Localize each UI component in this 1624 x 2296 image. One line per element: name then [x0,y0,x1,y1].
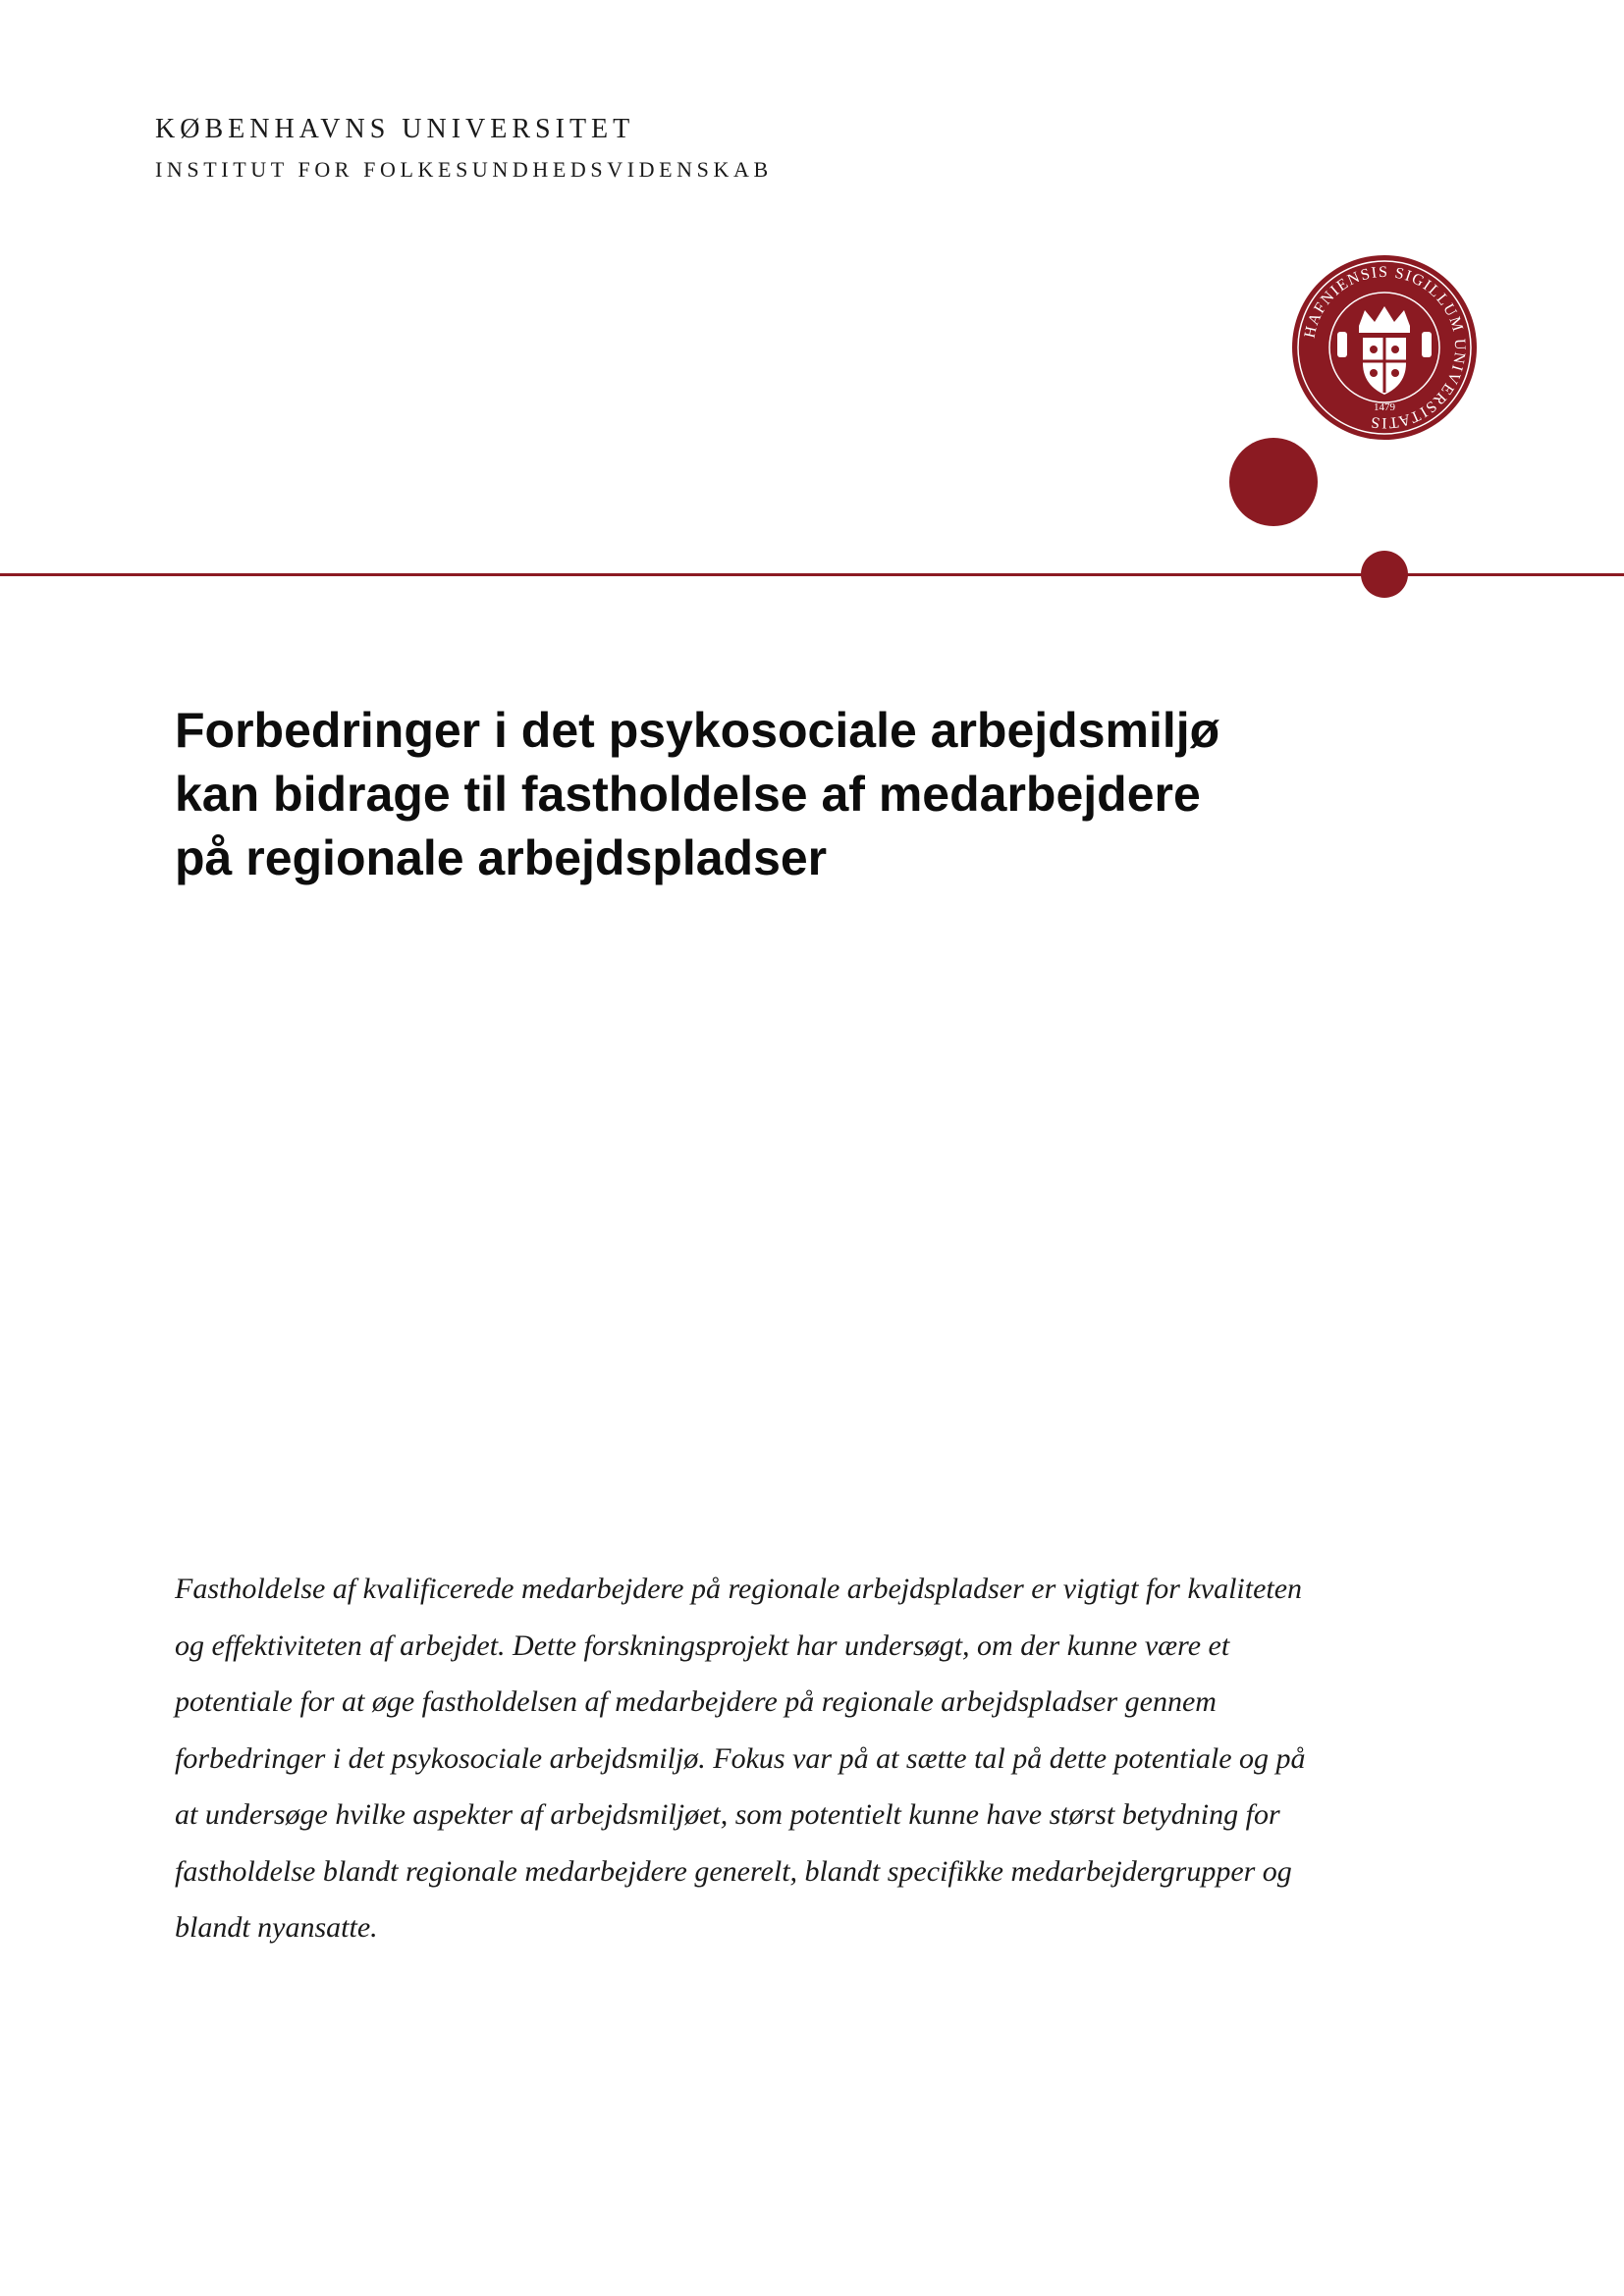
university-name: KØBENHAVNS UNIVERSITET [155,114,635,144]
decorative-dot-small [1361,551,1408,598]
abstract-line: at undersøge hvilke aspekter af arbejdsmiljøet, som potentielt kunne have størst betydning for [175,1798,1280,1831]
abstract-line: forbedringer i det psykosociale arbejdsmiljø. Fokus var på at sætte tal på dette potentiale og på [175,1741,1306,1775]
title-line: Forbedringer i det psykosociale arbejdsmiljø [175,703,1220,758]
abstract-line: blandt nyansatte. [175,1911,378,1944]
abstract-line: potentiale for at øge fastholdelsen af medarbejdere på regionale arbejdspladser gennem [175,1685,1217,1718]
institute-name: INSTITUT FOR FOLKESUNDHEDSVIDENSKAB [155,157,773,182]
title-line: på regionale arbejdspladser [175,830,828,885]
abstract-line: fastholdelse blandt regionale medarbejdere generelt, blandt specifikke medarbejdergrupper og [175,1854,1292,1888]
abstract-line: Fastholdelse af kvalificerede medarbejdere på regionale arbejdspladser er vigtigt for kvaliteten [175,1573,1303,1605]
abstract-paragraph [175,1561,1451,1956]
abstract-line: og effektiviteten af arbejdet. Dette forskningsprojekt har undersøgt, om der kunne være et [175,1629,1230,1662]
seal-year: 1479 [1374,401,1395,413]
seal-text: HAFNIENSIS SIGILLUM UNIVERSITATIS [1301,263,1469,432]
university-seal-icon [1290,253,1479,442]
page-title [175,699,1471,890]
decorative-dot-large [1229,438,1318,526]
title-line: kan bidrage til fastholdelse af medarbejdere [175,767,1201,822]
